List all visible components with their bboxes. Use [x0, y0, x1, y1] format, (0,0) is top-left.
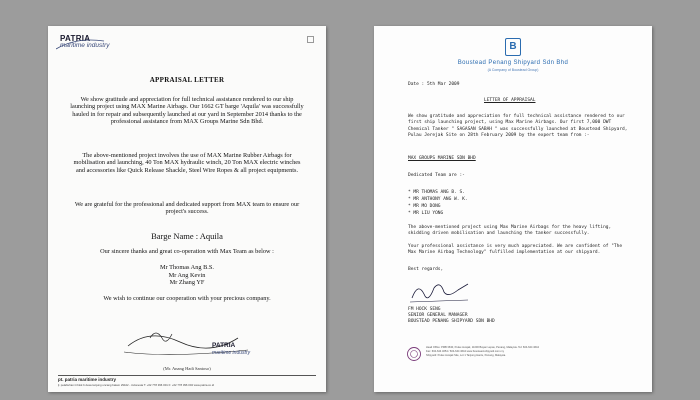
- team-member: Mr Ang Kevin: [168, 271, 206, 279]
- left-letter-page: [48, 26, 326, 392]
- footer-divider: [58, 375, 316, 376]
- letterhead-company: Boustead Penang Shipyard Sdn Bhd: [457, 60, 569, 66]
- corner-mark: [307, 36, 314, 43]
- paragraph-3: Your professional assistance is very much appreciated. We are confident of "The Max Marine Airbag Technology" fulfilled implementation at our shipyard.: [408, 244, 623, 256]
- letterhead-subtitle: (A Company of Boustead Group): [487, 68, 539, 72]
- contractor-name: MAX GROUPS MARINE SDN BHD: [408, 156, 476, 161]
- footer-line: Fax: 604-644 4654 / 604-644 4644 www.boustead-shipyard.com.my: [426, 350, 505, 353]
- signer-caption: (Mr. Anang Hadi Santoso): [163, 366, 211, 371]
- letter-date: Date : 5th Mar 2009: [408, 82, 460, 87]
- team-member: * MR MO DONG: [408, 204, 441, 209]
- logo-tagline: maritime industry: [60, 42, 110, 49]
- barge-name: Barge Name : Aquila: [151, 231, 223, 241]
- logo-brand: PATRIA: [60, 34, 91, 43]
- svg-text:PATRIA: PATRIA: [212, 342, 236, 349]
- team-member: * MR THOMAS ANG B. S.: [408, 190, 465, 195]
- paragraph-5: We wish to continue our cooperation with your precious company.: [103, 295, 271, 302]
- team-list: [408, 189, 468, 217]
- paragraph-2: The above-mentioned project involves the use of MAX Marine Rubber Airbags for mobilisation and launching, 40 Ton MAX hydraulic winch, 20 Ton MAX electric winches and accessories like Quick Release Shackle, Steel Wire Ropes & all project equipments.: [73, 152, 301, 174]
- team-member: * MR ANTHONY ANG W. K.: [408, 197, 468, 202]
- paragraph-3: We are grateful for the professional and dedicated support from MAX team to ensure our project's success.: [74, 201, 300, 216]
- team-member: Mr Thomas Ang B.S.: [160, 264, 214, 271]
- paragraph-1: We show gratitude and appreciation for full technical assistance rendered to our first ship launching project, using Max Marine Airbags. Our first 7,000 DWT Chemical Tanker " SAGASAN SABAH " was successfully launched at Boustead Shipyard, Pulau Jerejak Site on 28th February 2009 by the expert team from :-: [408, 114, 628, 138]
- footer-line: Shipyard: Pulau Jerejak Site, Lot 1 Tanjung Hantu, Penang, Malaysia.: [426, 354, 506, 357]
- signer-name: FM HOCK SENG: [408, 307, 441, 312]
- boustead-logo: B: [505, 38, 521, 56]
- footer-company: pt. patria maritime industry: [58, 377, 117, 382]
- svg-text:maritime industry: maritime industry: [212, 350, 251, 356]
- letter-title: APPRAISAL LETTER: [149, 76, 225, 84]
- handwritten-signature: [408, 278, 478, 306]
- right-letter-page: [374, 26, 652, 392]
- letter-footer: [426, 346, 638, 358]
- footer-line: Head Office: PMB 3630, Pulau Jerejak, 11000 Bayan Lepas, Penang, Malaysia. Tel: 604-644 4644: [426, 346, 539, 349]
- signer-title: SENIOR GENERAL MANAGER: [408, 313, 468, 318]
- footer-address: jl. pelabuhan iii blok b desa tanjung uncang batam 29422 - indonesia T: +62 778 396 001 F: +62 778 396 004 www.patria.co.id: [58, 383, 215, 387]
- closing-regards: Best regards,: [408, 267, 444, 272]
- team-list: [48, 264, 326, 287]
- company-seal-icon: [406, 346, 422, 362]
- letter-title: LETTER OF APPRAISAL: [484, 98, 536, 103]
- signer-block: [408, 307, 495, 325]
- paragraph-2: The above-mentioned project using Max Marine Airbags for the heavy lifting, skidding driven mobilisation and launching the tanker successfully.: [408, 225, 612, 237]
- paragraph-4: Our sincere thanks and great co-operation with Max Team as below :: [100, 248, 274, 255]
- team-member: Mr Zhang YF: [169, 279, 205, 287]
- signer-company: BOUSTEAD PENANG SHIPYARD SDN BHD: [408, 319, 495, 324]
- patria-logo: [60, 35, 109, 50]
- signature-stamp: [120, 308, 260, 366]
- team-member: * MR LIU YONG: [408, 211, 444, 216]
- swoosh-icon: [56, 37, 106, 51]
- team-header: Dedicated Team are :-: [408, 173, 465, 178]
- paragraph-1: We show gratitude and appreciation for full technical assistance rendered to our ship launching project using MAX Marine Airbags. Our 1662 GT barge 'Aquila' was successfully hauled in for repair and subsequently launched at our yard in September 2014 thanks to the professional assistance from MAX Groups Marine Sdn Bhd.: [70, 96, 304, 126]
